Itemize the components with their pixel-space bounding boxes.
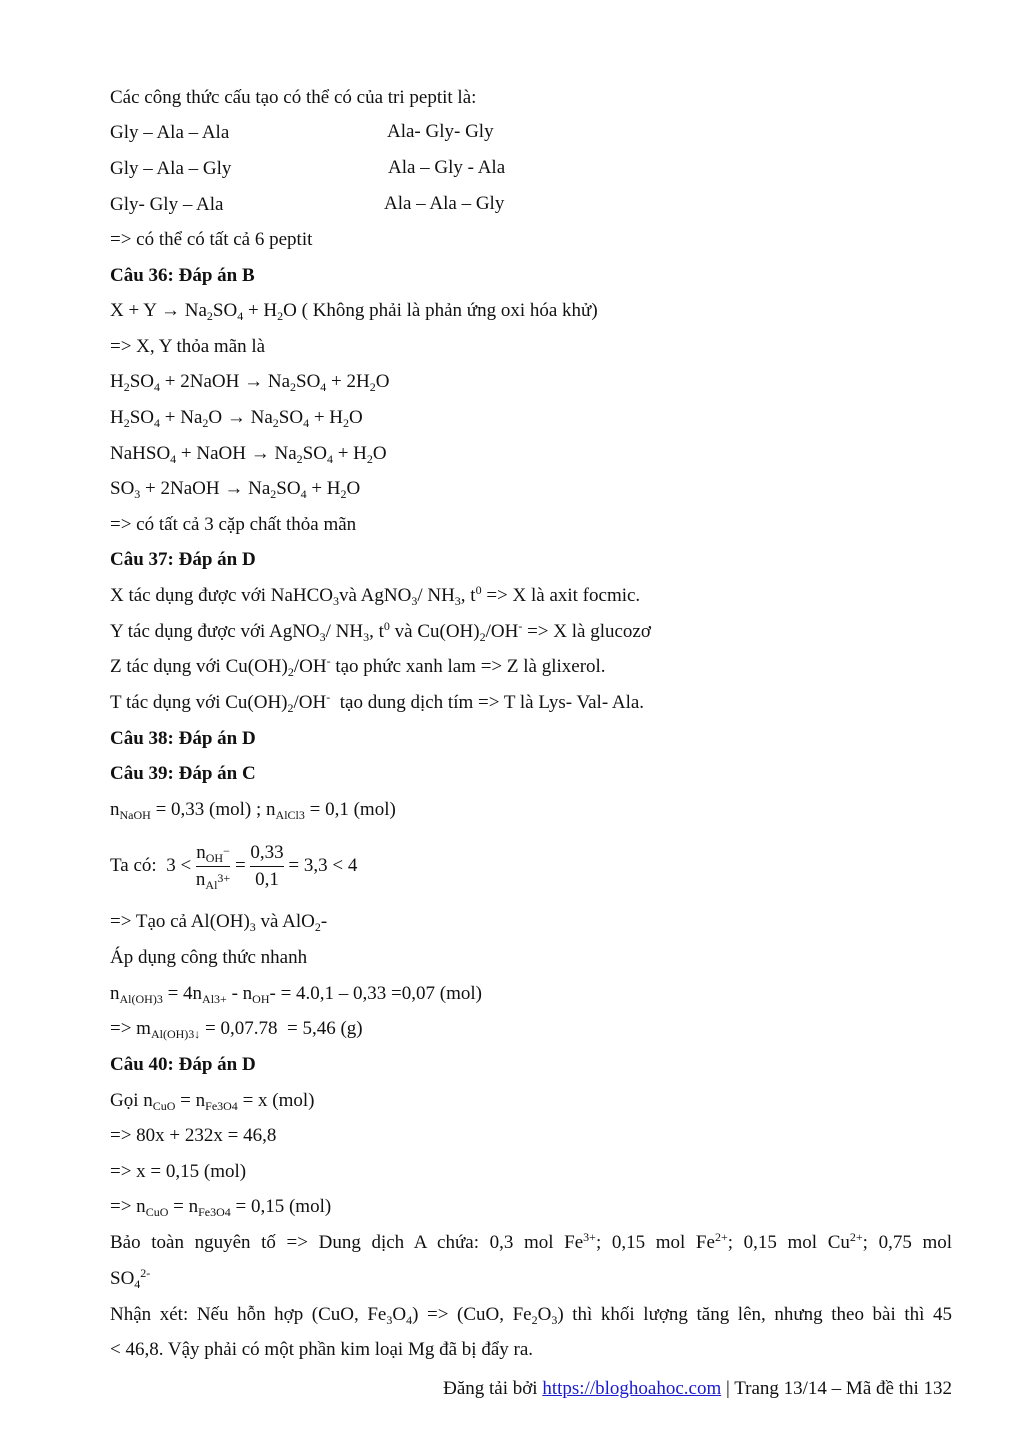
q40-title: Câu 40: Đáp án D xyxy=(110,1054,256,1075)
q37-title: Câu 37: Đáp án D xyxy=(110,549,256,570)
q40-conservation-prefix: Bảo toàn nguyên tố => Dung dịch A chứa: 0,3 mol Fe xyxy=(110,1232,584,1253)
q40-conservation: Bảo toàn nguyên tố => Dung dịch A chứa: 0,3 mol $Fe^{3+}$; 0,15 mol $Fe^{2+}$; 0,15 mol $Cu^{2+}$; 0,75 mol xyxy=(110,1230,952,1253)
q39-ratio: Ta có: 3 < $\frac{n_{OH^-}}{n_{Al^{3+}}}$ = $\frac{0,33}{0,1}$ = 3,3 < 4 xyxy=(110,842,358,893)
q39-result-prefix: => Tạo cả Al(OH) xyxy=(110,911,250,932)
q36-equation-3: NaHSO$_4$ + NaOH → $Na_2SO_4 + H_2O$ xyxy=(110,443,387,466)
q39-fraction-n: $\frac{n_{OH^-}}{n_{Al^{3+}}}$ xyxy=(195,842,231,893)
q40-sulfate: $SO_4^{2-}$ xyxy=(110,1266,151,1291)
peptide-left-3: Gly- Gly – Ala xyxy=(110,194,224,215)
q39-moles: $n_{NaOH} = 0,33$ (mol) ; $n_{AlCl3} = 0,1$ (mol) xyxy=(110,799,396,822)
q37-y-result: => X là glucozơ xyxy=(527,621,651,642)
q37-x-line: X tác dụng được với NaHCO$_3$và AgNO$_3$/ $NH_3$, $t^0 => X$ là axit focmic. xyxy=(110,583,641,608)
footer-prefix: Đăng tải bởi xyxy=(443,1378,538,1399)
q37-y-line: Y tác dụng được với AgNO$_3$/ $NH_3$, $t^0$ và $Cu(OH)_2/OH^- => X$ là glucozơ xyxy=(110,619,651,644)
footer-page-info: | Trang 13/14 – Mã đề thi 132 xyxy=(725,1378,952,1399)
q39-frac-den: 0,1 xyxy=(255,869,279,891)
q39-title: Câu 39: Đáp án C xyxy=(110,763,256,784)
q37-x-result: => X là axit focmic. xyxy=(486,585,641,606)
q40-moles: => $n_{CuO} = n_{Fe3O4} = 0,15$ (mol) xyxy=(110,1196,332,1219)
q39-fraction-values xyxy=(250,840,283,893)
q37-z-result: tạo phức xanh lam => Z là glixerol. xyxy=(335,656,606,677)
peptide-conclusion: => có thể có tất cả 6 peptit xyxy=(110,229,313,250)
q36-conclusion: => có tất cả 3 cặp chất thỏa mãn xyxy=(110,514,357,535)
peptide-right-1: Ala- Gly- Gly xyxy=(387,121,494,142)
q37-z-line: Z tác dụng với $Cu(OH)_2/OH^-$ tạo phức xanh lam => Z là glixerol. xyxy=(110,654,606,679)
q36-equation-4: $SO_3$ + 2NaOH → $Na_2SO_4 + H_2O$ xyxy=(110,478,361,501)
q39-formula: $n_{Al(OH)3} = 4n_{Al3+} - n_{OH}- = 4.0,1 - 0,33 =0,07$ (mol) xyxy=(110,983,482,1006)
q39-frac-num: 0,33 xyxy=(250,842,284,864)
peptide-left-2: Gly – Ala – Gly xyxy=(110,158,232,179)
q40-assume: Gọi $n_{CuO} = n_{Fe3O4} = x$ (mol) xyxy=(110,1090,315,1113)
footer-link[interactable]: https://bloghoahoc.com xyxy=(542,1378,722,1399)
q37-x-prefix: X tác dụng được với NaHCO xyxy=(110,585,333,606)
q36-equation-1: $H_2SO_4$ + 2NaOH → $Na_2SO_4 + 2H_2O$ xyxy=(110,371,390,394)
q37-t-result: tạo dung dịch tím => T là Lys- Val- Ala. xyxy=(339,692,645,713)
peptide-left-1: Gly – Ala – Ala xyxy=(110,122,230,143)
q36-satisfy: => X, Y thỏa mãn là xyxy=(110,336,266,357)
q39-mass: => $m_{Al(OH)3↓} = 0,07.78 = 5,46$ (g) xyxy=(110,1018,363,1041)
q39-result: => Tạo cả $Al(OH)_3$ và AlO$_2$- xyxy=(110,911,328,934)
q39-method: Áp dụng công thức nhanh xyxy=(110,947,308,968)
q37-y-prefix: Y tác dụng được với AgNO xyxy=(110,621,320,642)
q36-equation-2: $H_2SO_4 + Na_2O \to Na_2SO_4 + H_2O$ xyxy=(110,407,363,430)
q40-equation-2: => x = 0,15 (mol) xyxy=(110,1161,247,1182)
peptide-right-2: Ala – Gly - Ala xyxy=(388,157,506,178)
q38-title: Câu 38: Đáp án D xyxy=(110,728,256,749)
page-footer xyxy=(443,1378,952,1400)
q36-reaction-note: ( Không phải là phản ứng oxi hóa khử) xyxy=(301,300,598,321)
q40-equation-1: => 80x + 232x = 46,8 xyxy=(110,1125,277,1146)
q37-t-line: T tác dụng với $Cu(OH)_2/OH^-$ tạo dung dịch tím => T là Lys- Val- Ala. xyxy=(110,690,645,715)
q37-z-prefix: Z tác dụng với Cu(OH) xyxy=(110,656,288,677)
intro-text: Các công thức cấu tạo có thể có của tri peptit là: xyxy=(110,87,477,108)
q40-remark-line-1: Nhận xét: Nếu hỗn hợp (CuO, $Fe_3O_4) => (CuO$, $Fe_2O_3$) thì khối lượng tăng lên, nhưng theo bài thì 45 xyxy=(110,1304,953,1327)
q36-title: Câu 36: Đáp án B xyxy=(110,265,255,286)
q37-t-prefix: T tác dụng với Cu(OH) xyxy=(110,692,288,713)
peptide-right-3: Ala – Ala – Gly xyxy=(384,193,505,214)
q39-ta-co: Ta có: xyxy=(110,855,157,876)
q36-reaction: $X + Y \to Na_2SO_4 + H_2O$ ( Không phải là phản ứng oxi hóa khử) xyxy=(110,300,598,323)
q40-remark-line-2: < 46,8. Vậy phải có một phần kim loại Mg đã bị đẩy ra. xyxy=(110,1339,534,1360)
